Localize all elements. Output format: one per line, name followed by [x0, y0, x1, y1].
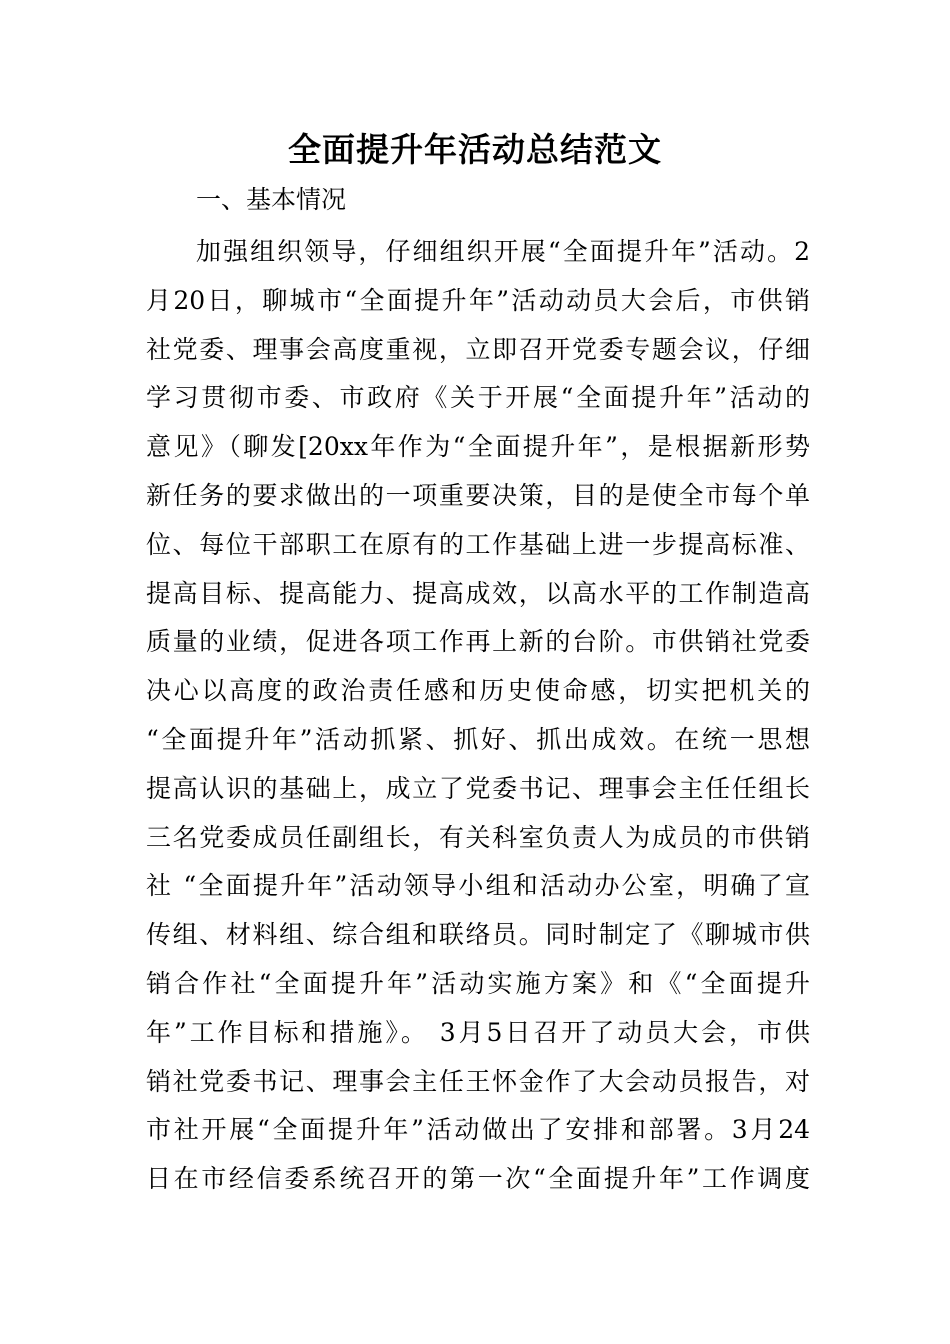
text-line: 位、每位干部职工在原有的工作基础上进一步提高标准、: [146, 529, 810, 559]
text-line: 提高目标、提高能力、提高成效，以高水平的工作制造高: [146, 578, 810, 608]
text-line: 意见》（聊发[20xx年作为“全面提升年”，是根据新形势: [146, 432, 810, 462]
text-line: 质量的业绩，促进各项工作再上新的台阶。市供销社党委: [146, 627, 810, 657]
text-line: 学习贯彻市委、市政府《关于开展“全面提升年”活动的: [146, 383, 810, 413]
text-line: 年”工作目标和措施》。 3月5日召开了动员大会，市供: [146, 1017, 810, 1047]
document-title: 全面提升年活动总结范文: [288, 130, 662, 169]
text-line: 社 “全面提升年”活动领导小组和活动办公室，明确了宣: [146, 871, 810, 901]
text-line: 三名党委成员任副组长，有关科室负责人为成员的市供销: [146, 822, 810, 852]
text-line: 新任务的要求做出的一项重要决策，目的是使全市每个单: [146, 480, 810, 510]
text-line: 加强组织领导，仔细组织开展“全面提升年”活动。2: [196, 237, 810, 266]
text-line: 月20日，聊城市“全面提升年”活动动员大会后，市供销: [146, 285, 810, 315]
text-line: “全面提升年”活动抓紧、抓好、抓出成效。在统一思想: [146, 724, 810, 754]
text-line: 提高认识的基础上，成立了党委书记、理事会主任任组长: [146, 773, 810, 803]
text-line: 传组、材料组、综合组和联络员。同时制定了《聊城市供: [146, 920, 810, 950]
text-line: 日在市经信委系统召开的第一次“全面提升年”工作调度: [146, 1164, 810, 1194]
text-line: 市社开展“全面提升年”活动做出了安排和部署。3月24: [146, 1115, 810, 1145]
body-text: [146, 228, 810, 1204]
text-line: 决心以高度的政治责任感和历史使命感，切实把机关的: [146, 676, 810, 706]
text-line: 销合作社“全面提升年”活动实施方案》和《“全面提升: [146, 968, 810, 998]
section-heading: 一、基本情况: [196, 185, 347, 214]
text-line: 社党委、理事会高度重视，立即召开党委专题会议，仔细: [146, 334, 810, 364]
text-line: 销社党委书记、理事会主任王怀金作了大会动员报告，对: [146, 1066, 810, 1096]
